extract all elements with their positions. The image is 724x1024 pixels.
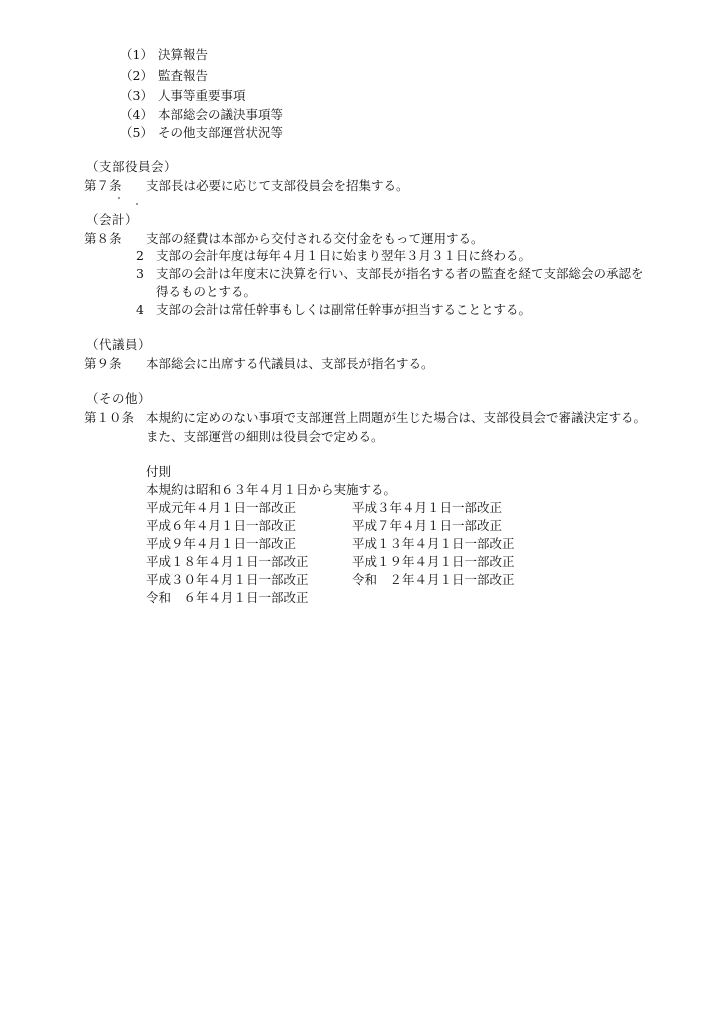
article-7	[84, 177, 409, 195]
amendment-right-4: 平成１９年４月１日一部改正	[352, 554, 515, 569]
article-8-item-3	[136, 265, 644, 283]
agenda-item-text: 人事等重要事項	[158, 88, 246, 103]
agenda-item-5	[120, 124, 283, 142]
supplementary-title: 付則	[146, 464, 172, 479]
agenda-item-number: （3）	[120, 88, 153, 103]
section-heading-delegates: （代議員）	[86, 337, 152, 352]
article-text: 本規約に定めのない事項で支部運営上問題が生じた場合は、支部役員会で審議決定する。	[146, 410, 647, 425]
agenda-item-text: 本部総会の議決事項等	[158, 107, 284, 122]
section-heading-other: （その他）	[86, 391, 152, 406]
article-8-item-3-continued	[136, 283, 256, 301]
agenda-item-text: その他支部運営状況等	[158, 125, 284, 140]
amendment-left-4: 平成１８年４月１日一部改正	[146, 554, 309, 569]
amendment-left-5: 平成３０年４月１日一部改正	[146, 572, 309, 587]
article-number: 第７条	[84, 178, 122, 193]
amendment-right-3: 平成１３年４月１日一部改正	[352, 536, 515, 551]
agenda-item-number: （1）	[120, 47, 153, 62]
item-text: 得るものとする。	[156, 284, 257, 299]
agenda-item-number: （4）	[120, 107, 153, 122]
article-number: 第８条	[84, 231, 122, 246]
item-text: 支部の会計年度は毎年４月１日に始まり翌年３月３１日に終わる。	[156, 248, 532, 263]
agenda-item-text: 監査報告	[158, 68, 209, 83]
amendment-left-6: 令和 ６年４月１日一部改正	[146, 590, 309, 605]
item-text: 支部の会計は年度末に決算を行い、支部長が指名する者の監査を経て支部総会の承認を	[156, 266, 644, 281]
agenda-item-2	[120, 67, 208, 85]
article-10-continued: また、支部運営の細則は役員会で定める。	[146, 429, 384, 444]
article-8-item-4	[136, 301, 531, 319]
agenda-item-4	[120, 106, 283, 124]
item-number: 2	[136, 248, 144, 263]
amendment-right-1: 平成３年４月１日一部改正	[352, 500, 503, 515]
agenda-item-1	[120, 46, 208, 64]
article-text: 支部の経費は本部から交付される交付金をもって運用する。	[146, 231, 484, 246]
scan-speck	[118, 197, 120, 199]
article-9	[84, 355, 434, 373]
supplementary-enacted: 本規約は昭和６３年４月１日から実施する。	[146, 482, 397, 497]
amendment-right-2: 平成７年４月１日一部改正	[352, 518, 503, 533]
item-number: 4	[136, 302, 144, 317]
item-text: 支部の会計は常任幹事もしくは副常任幹事が担当することとする。	[156, 302, 532, 317]
agenda-item-number: （2）	[120, 68, 153, 83]
scan-speck	[136, 203, 138, 205]
amendment-left-1: 平成元年４月１日一部改正	[146, 500, 297, 515]
amendment-left-2: 平成６年４月１日一部改正	[146, 518, 297, 533]
amendment-left-3: 平成９年４月１日一部改正	[146, 536, 297, 551]
article-text: 本部総会に出席する代議員は、支部長が指名する。	[146, 356, 434, 371]
article-8-item-2	[136, 247, 531, 265]
agenda-item-number: （5）	[120, 125, 153, 140]
item-number: 3	[136, 266, 144, 281]
amendment-right-5: 令和 ２年４月１日一部改正	[352, 572, 515, 587]
article-number: 第９条	[84, 356, 122, 371]
agenda-item-3	[120, 87, 246, 105]
section-heading-accounting: （会計）	[86, 212, 139, 227]
section-heading-officers: （支部役員会）	[86, 159, 178, 174]
article-10	[84, 409, 646, 427]
article-number: 第１０条	[84, 410, 135, 425]
article-text: 支部長は必要に応じて支部役員会を招集する。	[146, 178, 409, 193]
article-8	[84, 230, 484, 248]
agenda-item-text: 決算報告	[158, 47, 209, 62]
